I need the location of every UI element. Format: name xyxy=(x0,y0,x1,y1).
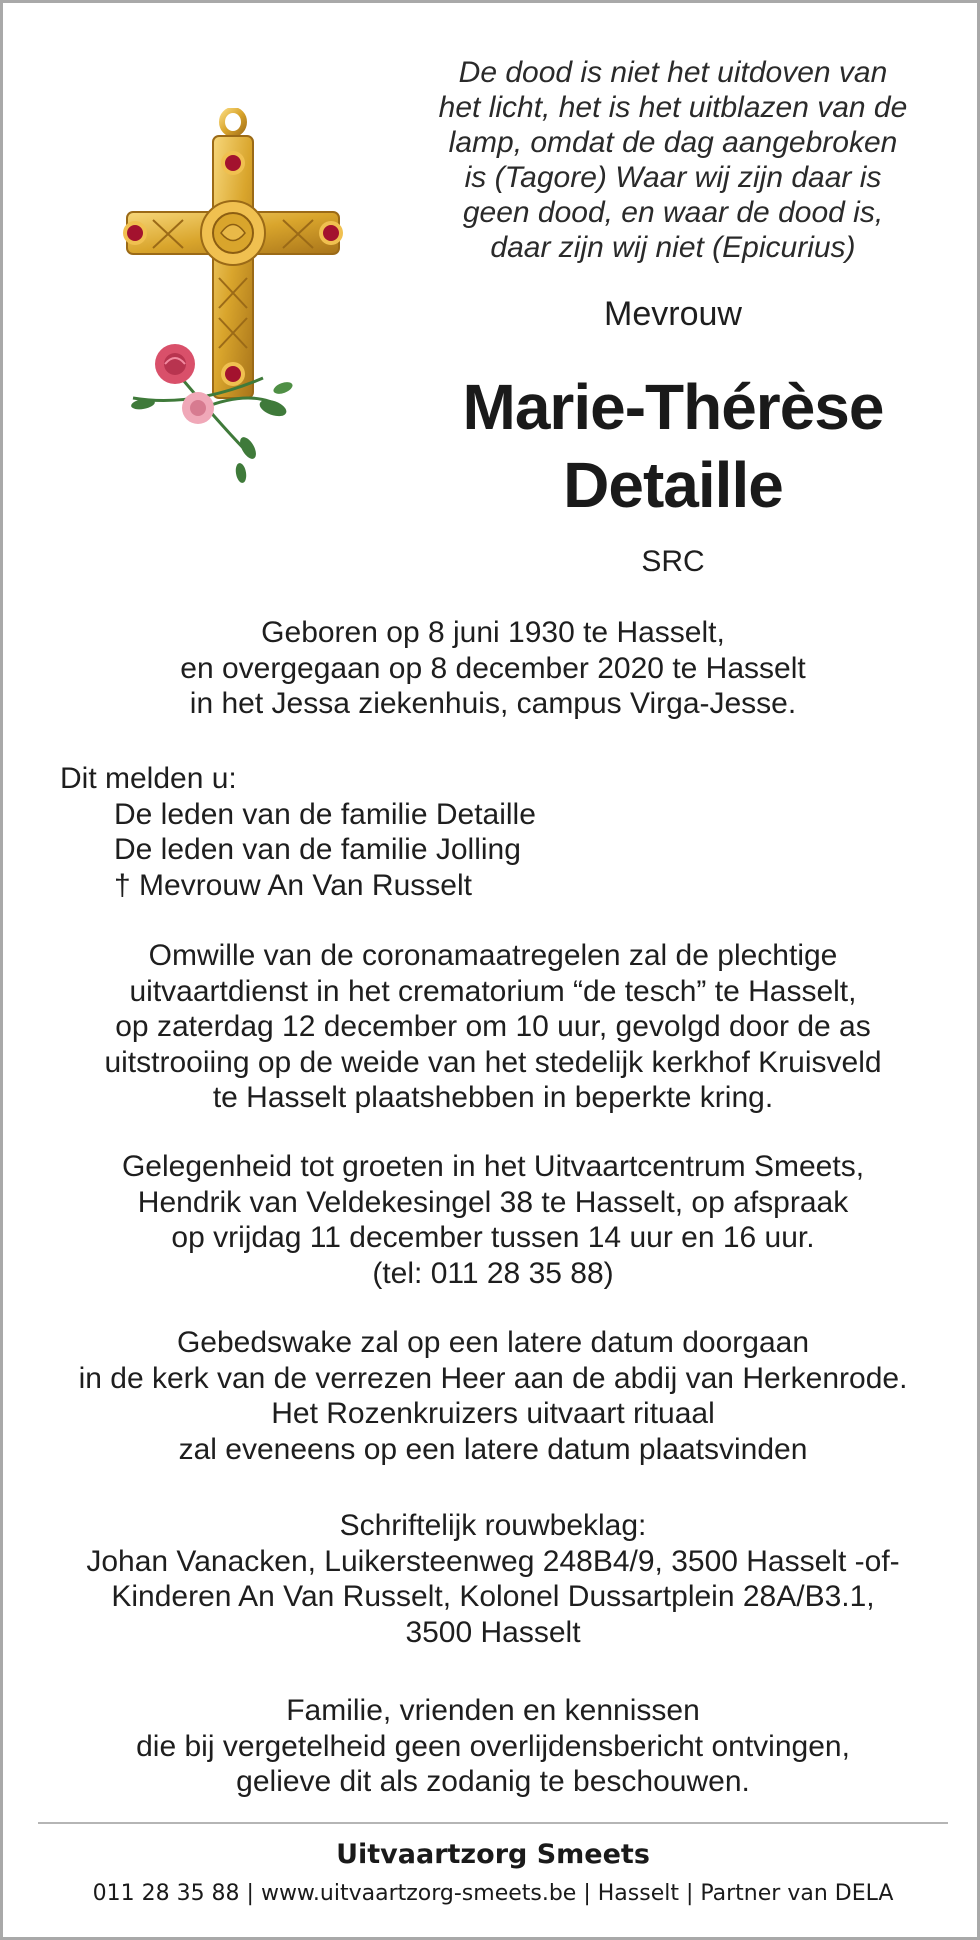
quote-line: De dood is niet het uitdoven van xyxy=(458,56,888,89)
list-item: † Mevrouw An Van Russelt xyxy=(114,868,472,902)
text-line: Johan Vanacken, Luikersteenweg 248B4/9, 3500 Hasselt -of- xyxy=(86,1544,900,1578)
text-line: Hendrik van Veldekesingel 38 te Hasselt, op afspraak xyxy=(137,1185,849,1219)
text-line: op zaterdag 12 december om 10 uur, gevolgd door de as xyxy=(115,1010,871,1043)
text-line: in de kerk van de verrezen Heer aan de abdij van Herkenrode. xyxy=(78,1361,908,1395)
notification-list xyxy=(60,761,536,903)
quote-line: daar zijn wij niet (Epicurius) xyxy=(490,231,856,264)
text-line: (tel: 011 28 35 88) xyxy=(372,1256,614,1290)
text-line: Gebedswake zal op een latere datum doorgaan xyxy=(176,1326,810,1359)
text-line: Geboren op 8 juni 1930 te Hasselt, xyxy=(261,616,725,649)
golden-cross-with-roses-icon xyxy=(113,108,353,488)
condolence-paragraph xyxy=(43,1508,943,1650)
name-suffix: SRC xyxy=(641,545,705,578)
text-line: gelieve dit als zodanig te beschouwen. xyxy=(236,1765,750,1798)
text-line: uitvaartdienst in het crematorium “de tesch” te Hasselt, xyxy=(129,974,857,1008)
funeral-home-contact: 011 28 35 88 | www.uitvaartzorg-smeets.be | Hasselt | Partner van DELA xyxy=(92,1881,894,1906)
ceremony-paragraph xyxy=(43,938,943,1116)
text-line: Omwille van de coronamaatregelen zal de plechtige xyxy=(148,939,838,972)
birth-death-paragraph xyxy=(43,615,943,722)
text-line: en overgegaan op 8 december 2020 te Hasselt xyxy=(180,651,806,685)
text-line: in het Jessa ziekenhuis, campus Virga-Jesse. xyxy=(189,687,797,720)
deceased-last-name: Detaille xyxy=(563,449,783,521)
list-item: De leden van de familie Detaille xyxy=(114,797,536,831)
footer-divider xyxy=(38,1822,948,1824)
text-line: die bij vergetelheid geen overlijdensbericht ontvingen, xyxy=(136,1729,850,1763)
visitation-paragraph xyxy=(43,1149,943,1291)
text-line: uitstrooiing op de weide van het stedelijk kerkhof Kruisveld xyxy=(104,1045,882,1079)
text-line: te Hasselt plaatshebben in beperkte kring. xyxy=(212,1081,774,1114)
quote xyxy=(403,55,943,265)
text-line: zal eveneens op een latere datum plaatsvinden xyxy=(178,1432,808,1466)
text-line: Schriftelijk rouwbeklag: xyxy=(339,1509,647,1542)
text-line: Het Rozenkruizers uitvaart rituaal xyxy=(271,1397,715,1430)
funeral-home-name: Uitvaartzorg Smeets xyxy=(336,1839,650,1870)
deceased-first-name: Marie-Thérèse xyxy=(462,371,884,443)
quote-line: het licht, het is het uitblazen van de xyxy=(438,91,908,124)
text-line: 3500 Hasselt xyxy=(405,1615,581,1649)
quote-line: lamp, omdat de dag aangebroken xyxy=(448,126,898,159)
list-item: De leden van de familie Jolling xyxy=(114,833,521,866)
text-line: Gelegenheid tot groeten in het Uitvaartcentrum Smeets, xyxy=(121,1150,865,1183)
text-line: op vrijdag 11 december tussen 14 uur en 16 uur. xyxy=(171,1221,815,1254)
closing-paragraph xyxy=(43,1693,943,1800)
text-line: Kinderen An Van Russelt, Kolonel Dussartplein 28A/B3.1, xyxy=(111,1580,875,1613)
notify-intro: Dit melden u: xyxy=(60,762,237,795)
text-line: Familie, vrienden en kennissen xyxy=(286,1694,700,1727)
quote-line: is (Tagore) Waar wij zijn daar is xyxy=(464,161,882,194)
salutation: Mevrouw xyxy=(604,295,742,333)
vigil-paragraph xyxy=(43,1325,943,1467)
quote-line: geen dood, en waar de dood is, xyxy=(462,196,884,229)
deceased-name xyxy=(433,368,913,524)
